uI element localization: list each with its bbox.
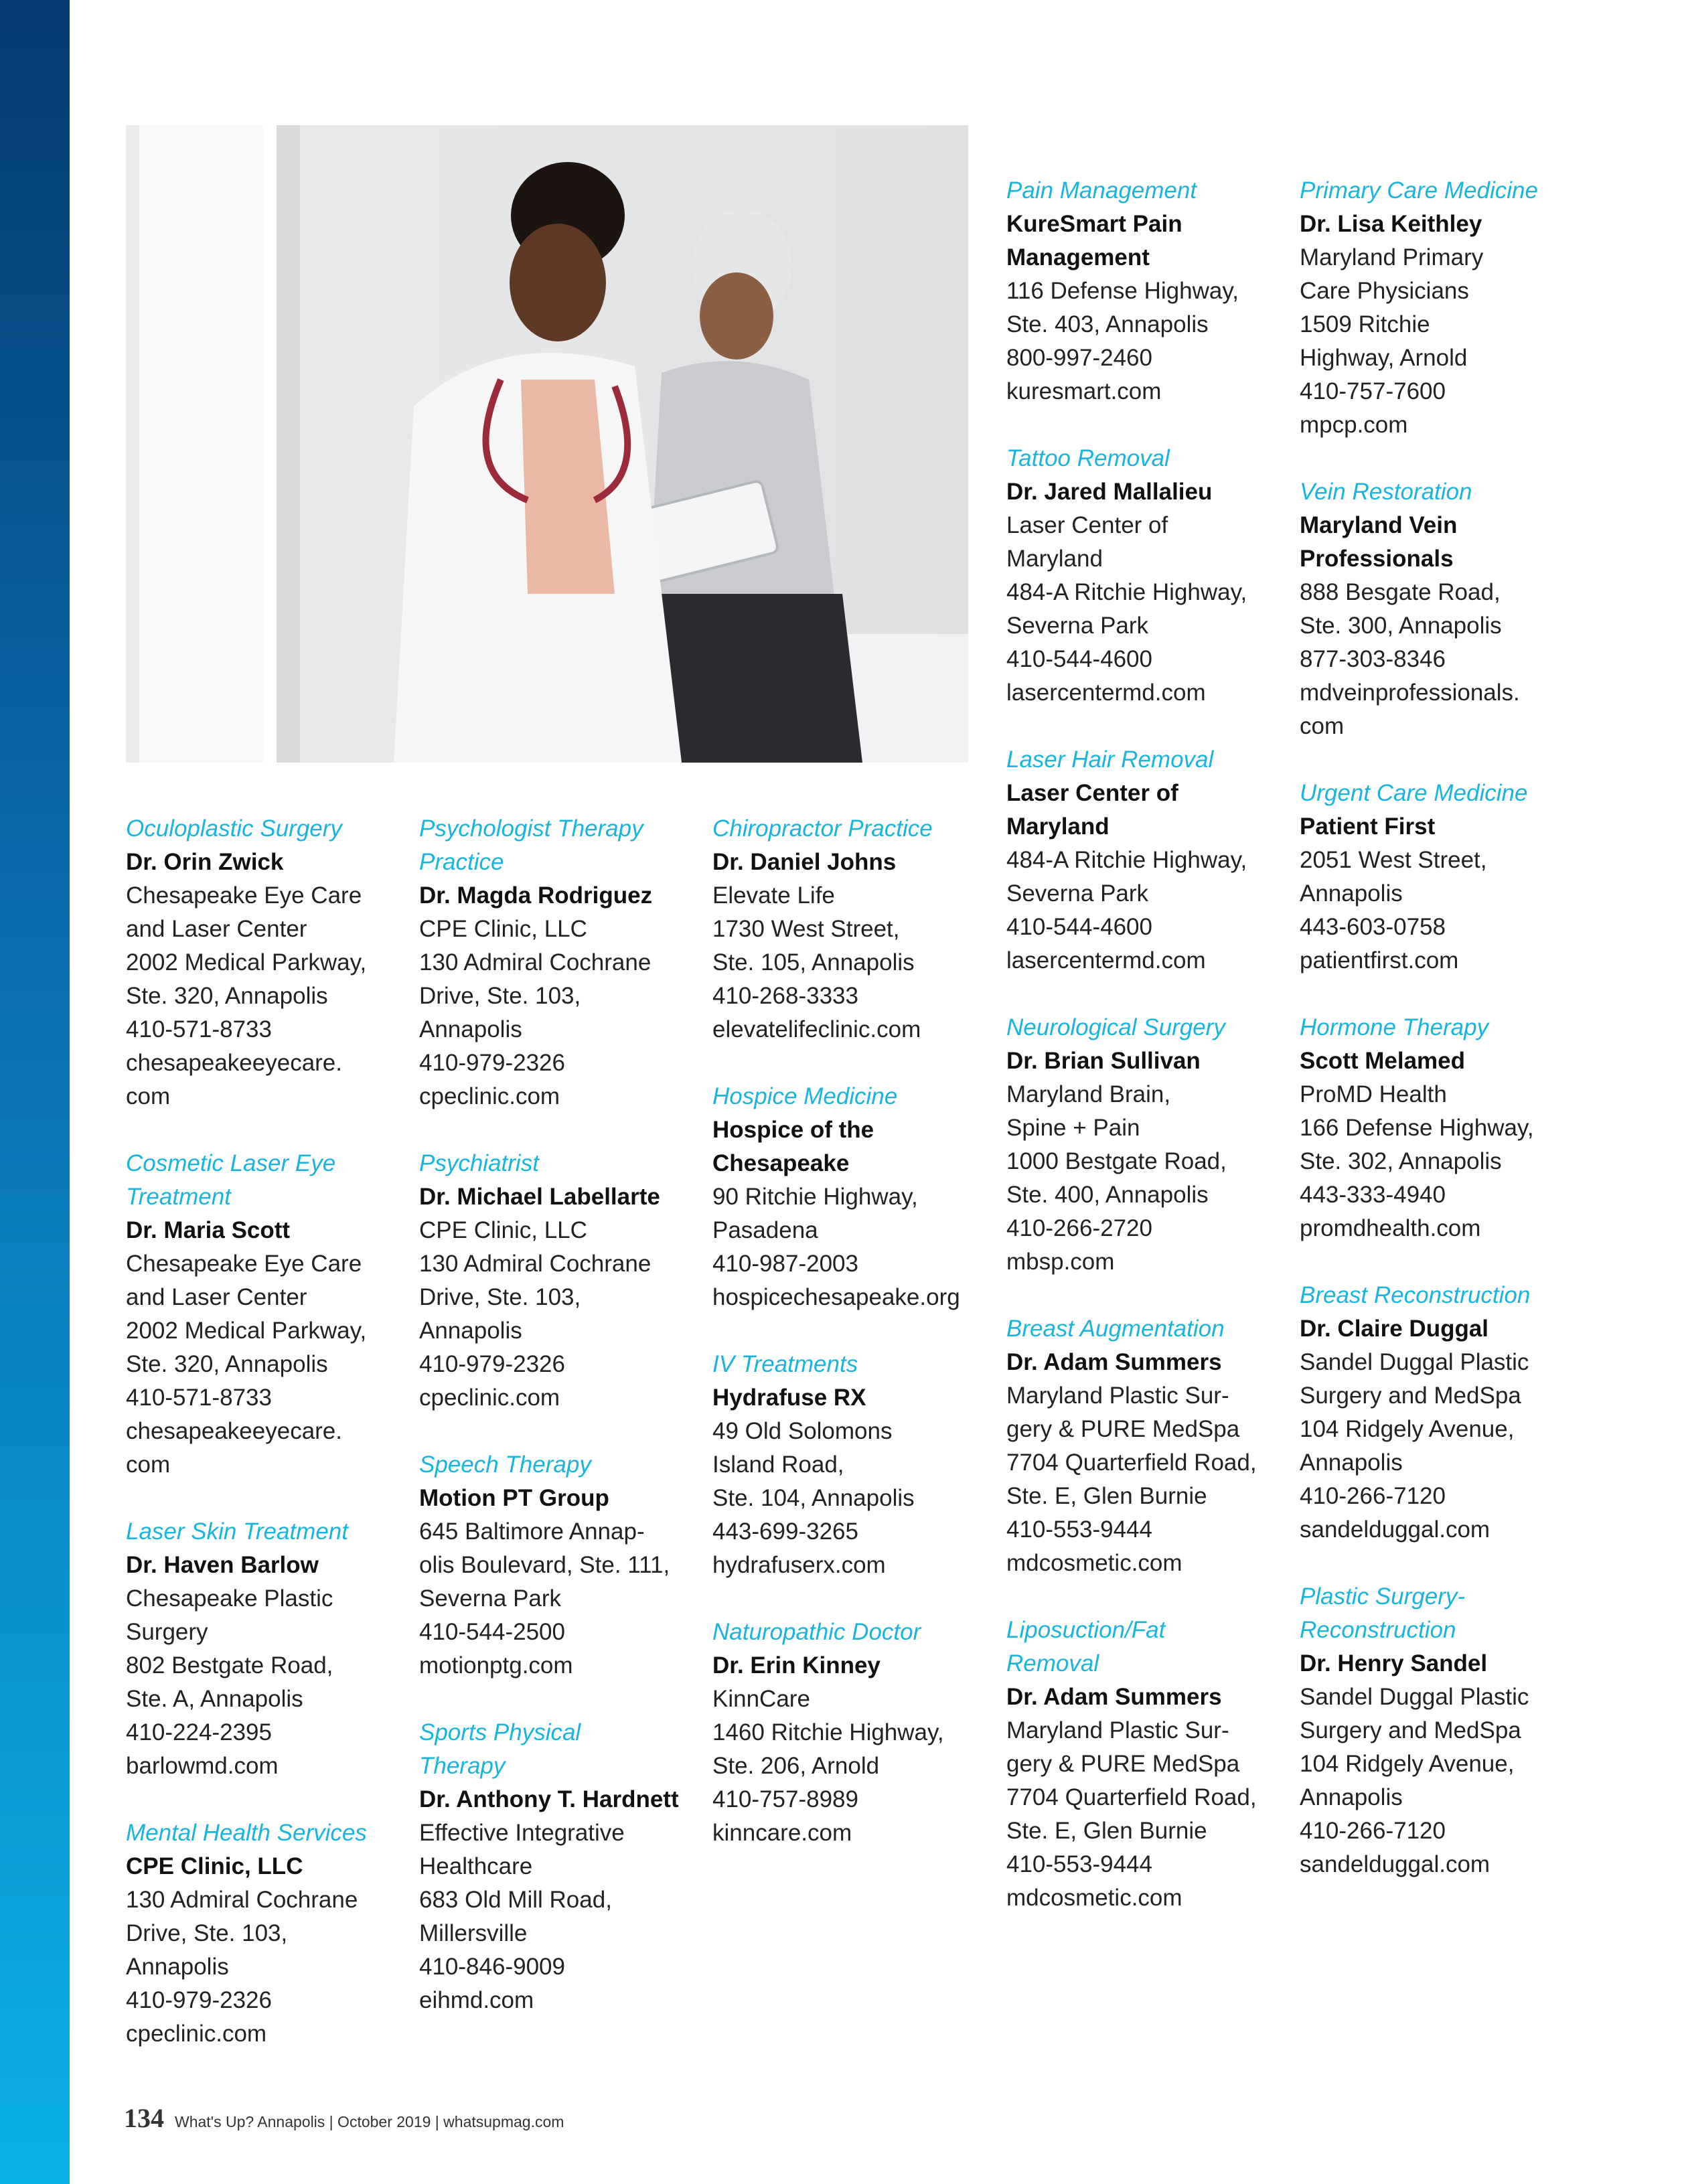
- detail-line: 410-544-4600: [1006, 914, 1152, 940]
- detail-line: mdcosmetic.com: [1006, 1550, 1182, 1576]
- detail-line: CPE Clinic, LLC: [419, 1217, 587, 1243]
- listing-entry: [1006, 1312, 1281, 1580]
- provider-name: Maryland: [1006, 813, 1110, 840]
- detail-line: Ste. 400, Annapolis: [1006, 1182, 1209, 1208]
- provider-name: Laser Center of: [1006, 780, 1178, 806]
- detail-line: Ste. 104, Annapolis: [712, 1485, 915, 1511]
- provider-name: Dr. Claire Duggal: [1300, 1316, 1489, 1342]
- detail-line: 7704 Quarterfield Road,: [1006, 1450, 1257, 1476]
- provider-name: Hydrafuse RX: [712, 1385, 866, 1411]
- listing-column-1: [126, 812, 400, 2084]
- detail-line: 443-333-4940: [1300, 1182, 1446, 1208]
- detail-line: 410-266-7120: [1300, 1818, 1446, 1844]
- detail-line: Laser Center of: [1006, 512, 1168, 538]
- detail-line: olis Boulevard, Ste. 111,: [419, 1552, 670, 1578]
- detail-line: Millersville: [419, 1920, 528, 1946]
- detail-line: hydrafuserx.com: [712, 1552, 886, 1578]
- detail-line: 410-987-2003: [712, 1251, 858, 1277]
- detail-line: 410-571-8733: [126, 1385, 272, 1411]
- listing-entry: [126, 1515, 400, 1783]
- provider-name: Motion PT Group: [419, 1485, 609, 1511]
- provider-name: Scott Melamed: [1300, 1048, 1465, 1074]
- detail-line: and Laser Center: [126, 1284, 307, 1310]
- detail-line: Maryland Plastic Sur-: [1006, 1383, 1229, 1409]
- detail-line: Annapolis: [1300, 1784, 1403, 1810]
- listing-entry: [712, 1080, 987, 1314]
- detail-line: 443-603-0758: [1300, 914, 1446, 940]
- provider-name: Dr. Brian Sullivan: [1006, 1048, 1201, 1074]
- detail-line: kinncare.com: [712, 1820, 852, 1846]
- detail-line: 410-757-8989: [712, 1786, 858, 1812]
- provider-name: Dr. Henry Sandel: [1300, 1650, 1488, 1676]
- detail-line: 130 Admiral Cochrane: [419, 1251, 652, 1277]
- detail-line: 443-699-3265: [712, 1518, 858, 1545]
- provider-name: Maryland Vein: [1300, 512, 1458, 538]
- listing-column-2: [419, 812, 694, 2051]
- detail-line: chesapeakeeyecare.: [126, 1050, 342, 1076]
- detail-line: com: [1300, 713, 1345, 739]
- listing-entry: [1006, 442, 1281, 710]
- provider-name: Dr. Jared Mallalieu: [1006, 479, 1213, 505]
- detail-line: chesapeakeeyecare.: [126, 1418, 342, 1444]
- detail-line: 683 Old Mill Road,: [419, 1887, 612, 1913]
- listing-entry: [419, 1147, 694, 1415]
- listing-entry: [1006, 1011, 1281, 1279]
- detail-line: 410-979-2326: [419, 1351, 565, 1377]
- listing-entry: [712, 812, 987, 1046]
- footer-text: What's Up? Annapolis | October 2019 | whatsupmag.com: [175, 2113, 564, 2130]
- detail-line: 1509 Ritchie: [1300, 311, 1430, 337]
- detail-line: KinnCare: [712, 1686, 810, 1712]
- provider-name: Dr. Adam Summers: [1006, 1349, 1222, 1375]
- listing-entry: [1006, 1614, 1281, 1915]
- provider-name: Professionals: [1300, 546, 1454, 572]
- provider-name: Dr. Erin Kinney: [712, 1652, 881, 1679]
- detail-line: Sandel Duggal Plastic: [1300, 1684, 1529, 1710]
- listing-entry: [1006, 743, 1281, 978]
- category-label: Chiropractor Practice: [712, 815, 933, 842]
- detail-line: motionptg.com: [419, 1652, 573, 1679]
- detail-line: 410-553-9444: [1006, 1851, 1152, 1877]
- detail-line: Annapolis: [126, 1954, 229, 1980]
- category-label: Speech Therapy: [419, 1452, 591, 1478]
- detail-line: 410-979-2326: [419, 1050, 565, 1076]
- detail-line: Sandel Duggal Plastic: [1300, 1349, 1529, 1375]
- detail-line: 1460 Ritchie Highway,: [712, 1719, 944, 1745]
- detail-line: mpcp.com: [1300, 412, 1408, 438]
- detail-line: mbsp.com: [1006, 1249, 1115, 1275]
- provider-name: Dr. Magda Rodriguez: [419, 882, 653, 909]
- detail-line: Annapolis: [1300, 1450, 1403, 1476]
- listing-entry: [1300, 1279, 1574, 1547]
- category-label: Hospice Medicine: [712, 1083, 898, 1109]
- detail-line: Ste. 403, Annapolis: [1006, 311, 1209, 337]
- provider-name: Hospice of the: [712, 1117, 874, 1143]
- detail-line: cpeclinic.com: [419, 1385, 560, 1411]
- listing-entry: [419, 1716, 694, 2017]
- detail-line: Ste. A, Annapolis: [126, 1686, 303, 1712]
- detail-line: 800-997-2460: [1006, 345, 1152, 371]
- category-label: Neurological Surgery: [1006, 1014, 1225, 1040]
- provider-name: Dr. Daniel Johns: [712, 849, 897, 875]
- category-label: Plastic Surgery-: [1300, 1583, 1466, 1610]
- detail-line: sandelduggal.com: [1300, 1516, 1490, 1543]
- detail-line: kuresmart.com: [1006, 378, 1162, 404]
- detail-line: patientfirst.com: [1300, 947, 1459, 973]
- category-label: Therapy: [419, 1753, 506, 1779]
- detail-line: barlowmd.com: [126, 1753, 279, 1779]
- detail-line: 166 Defense Highway,: [1300, 1115, 1534, 1141]
- detail-line: cpeclinic.com: [126, 2021, 267, 2047]
- listing-entry: [126, 1816, 400, 2051]
- detail-line: Surgery and MedSpa: [1300, 1383, 1521, 1409]
- listing-entry: [1300, 1580, 1574, 1881]
- detail-line: 410-553-9444: [1006, 1516, 1152, 1543]
- provider-name: KureSmart Pain: [1006, 211, 1182, 237]
- detail-line: Ste. 320, Annapolis: [126, 983, 328, 1009]
- detail-line: 2051 West Street,: [1300, 847, 1487, 873]
- category-label: Tattoo Removal: [1006, 445, 1170, 471]
- detail-line: 410-846-9009: [419, 1954, 565, 1980]
- detail-line: Maryland Plastic Sur-: [1006, 1717, 1229, 1743]
- detail-line: 130 Admiral Cochrane: [126, 1887, 358, 1913]
- category-label: Laser Hair Removal: [1006, 747, 1214, 773]
- provider-name: Management: [1006, 244, 1150, 270]
- detail-line: 2002 Medical Parkway,: [126, 949, 367, 976]
- detail-line: Chesapeake Plastic: [126, 1585, 333, 1612]
- doctor-patient-photo: [126, 125, 968, 763]
- detail-line: Drive, Ste. 103,: [419, 983, 581, 1009]
- detail-line: Surgery and MedSpa: [1300, 1717, 1521, 1743]
- listing-entry: [1300, 777, 1574, 978]
- detail-line: Island Road,: [712, 1452, 844, 1478]
- provider-name: Dr. Anthony T. Hardnett: [419, 1786, 679, 1812]
- detail-line: 410-979-2326: [126, 1987, 272, 2013]
- listing-entry: [1300, 174, 1574, 442]
- listing-entry: [419, 812, 694, 1113]
- detail-line: Annapolis: [419, 1318, 522, 1344]
- detail-line: 410-757-7600: [1300, 378, 1446, 404]
- detail-line: Healthcare: [419, 1853, 533, 1879]
- detail-line: com: [126, 1083, 171, 1109]
- provider-name: CPE Clinic, LLC: [126, 1853, 303, 1879]
- detail-line: Ste. 302, Annapolis: [1300, 1148, 1502, 1174]
- detail-line: Drive, Ste. 103,: [419, 1284, 581, 1310]
- provider-name: Dr. Haven Barlow: [126, 1552, 319, 1578]
- category-label: Laser Skin Treatment: [126, 1518, 348, 1545]
- category-label: Mental Health Services: [126, 1820, 367, 1846]
- category-label: Psychiatrist: [419, 1150, 539, 1176]
- category-label: Sports Physical: [419, 1719, 581, 1745]
- detail-line: Ste. 320, Annapolis: [126, 1351, 328, 1377]
- listing-column-3: [712, 812, 987, 1883]
- detail-line: Ste. E, Glen Burnie: [1006, 1818, 1207, 1844]
- detail-line: Drive, Ste. 103,: [126, 1920, 288, 1946]
- detail-line: 888 Besgate Road,: [1300, 579, 1501, 605]
- detail-line: 484-A Ritchie Highway,: [1006, 579, 1247, 605]
- detail-line: 410-268-3333: [712, 983, 858, 1009]
- listing-entry: [419, 1448, 694, 1683]
- listing-entry: [1300, 1011, 1574, 1245]
- detail-line: 116 Defense Highway,: [1006, 278, 1239, 304]
- detail-line: Ste. E, Glen Burnie: [1006, 1483, 1207, 1509]
- detail-line: eihmd.com: [419, 1987, 534, 2013]
- category-label: Breast Reconstruction: [1300, 1282, 1531, 1308]
- detail-line: 104 Ridgely Avenue,: [1300, 1416, 1515, 1442]
- detail-line: 104 Ridgely Avenue,: [1300, 1751, 1515, 1777]
- listing-entry: [1006, 174, 1281, 408]
- category-label: Hormone Therapy: [1300, 1014, 1489, 1040]
- detail-line: Chesapeake Eye Care: [126, 1251, 362, 1277]
- detail-line: sandelduggal.com: [1300, 1851, 1490, 1877]
- detail-line: lasercentermd.com: [1006, 947, 1206, 973]
- detail-line: Elevate Life: [712, 882, 835, 909]
- detail-line: Surgery: [126, 1619, 208, 1645]
- category-label: Cosmetic Laser Eye: [126, 1150, 336, 1176]
- category-label: Liposuction/Fat: [1006, 1617, 1166, 1643]
- detail-line: 484-A Ritchie Highway,: [1006, 847, 1247, 873]
- category-label: Pain Management: [1006, 177, 1197, 204]
- detail-line: 2002 Medical Parkway,: [126, 1318, 367, 1344]
- detail-line: gery & PURE MedSpa: [1006, 1416, 1240, 1442]
- provider-name: Dr. Michael Labellarte: [419, 1184, 660, 1210]
- detail-line: Annapolis: [1300, 880, 1403, 907]
- detail-line: Severna Park: [419, 1585, 562, 1612]
- listing-entry: [1300, 475, 1574, 743]
- detail-line: cpeclinic.com: [419, 1083, 560, 1109]
- detail-line: Annapolis: [419, 1016, 522, 1042]
- detail-line: Ste. 105, Annapolis: [712, 949, 915, 976]
- side-color-bar: [0, 0, 70, 2184]
- page-footer: [124, 2102, 564, 2136]
- detail-line: mdcosmetic.com: [1006, 1885, 1182, 1911]
- detail-line: Effective Integrative: [419, 1820, 625, 1846]
- detail-line: 49 Old Solomons: [712, 1418, 893, 1444]
- detail-line: 90 Ritchie Highway,: [712, 1184, 918, 1210]
- category-label: Treatment: [126, 1184, 231, 1210]
- provider-name: Patient First: [1300, 813, 1436, 840]
- detail-line: 410-544-2500: [419, 1619, 565, 1645]
- detail-line: ProMD Health: [1300, 1081, 1447, 1107]
- page-number: 134: [124, 2103, 164, 2133]
- detail-line: 410-266-7120: [1300, 1483, 1446, 1509]
- listing-column-5: [1300, 174, 1574, 1915]
- detail-line: Care Physicians: [1300, 278, 1469, 304]
- category-label: IV Treatments: [712, 1351, 858, 1377]
- listing-entry: [126, 1147, 400, 1482]
- detail-line: 877-303-8346: [1300, 646, 1446, 672]
- detail-line: Severna Park: [1006, 613, 1149, 639]
- category-label: Urgent Care Medicine: [1300, 780, 1528, 806]
- listing-entry: [712, 1348, 987, 1582]
- listing-column-4: [1006, 174, 1281, 1948]
- detail-line: promdhealth.com: [1300, 1215, 1481, 1241]
- category-label: Reconstruction: [1300, 1617, 1456, 1643]
- detail-line: 410-266-2720: [1006, 1215, 1152, 1241]
- detail-line: Spine + Pain: [1006, 1115, 1140, 1141]
- detail-line: CPE Clinic, LLC: [419, 916, 587, 942]
- detail-line: 130 Admiral Cochrane: [419, 949, 652, 976]
- detail-line: 410-544-4600: [1006, 646, 1152, 672]
- detail-line: Severna Park: [1006, 880, 1149, 907]
- category-label: Psychologist Therapy: [419, 815, 643, 842]
- category-label: Breast Augmentation: [1006, 1316, 1225, 1342]
- provider-name: Chesapeake: [712, 1150, 850, 1176]
- detail-line: 410-224-2395: [126, 1719, 272, 1745]
- category-label: Primary Care Medicine: [1300, 177, 1538, 204]
- detail-line: Maryland Brain,: [1006, 1081, 1171, 1107]
- listing-entry: [126, 812, 400, 1113]
- detail-line: Maryland Primary: [1300, 244, 1484, 270]
- detail-line: Maryland: [1006, 546, 1103, 572]
- category-label: Naturopathic Doctor: [712, 1619, 921, 1645]
- detail-line: hospicechesapeake.org: [712, 1284, 960, 1310]
- detail-line: Ste. 300, Annapolis: [1300, 613, 1502, 639]
- provider-name: Dr. Lisa Keithley: [1300, 211, 1482, 237]
- provider-name: Dr. Maria Scott: [126, 1217, 291, 1243]
- detail-line: 645 Baltimore Annap-: [419, 1518, 645, 1545]
- detail-line: and Laser Center: [126, 916, 307, 942]
- detail-line: elevatelifeclinic.com: [712, 1016, 921, 1042]
- listing-entry: [712, 1616, 987, 1850]
- detail-line: Ste. 206, Arnold: [712, 1753, 880, 1779]
- provider-name: Dr. Orin Zwick: [126, 849, 284, 875]
- category-label: Removal: [1006, 1650, 1099, 1676]
- category-label: Vein Restoration: [1300, 479, 1472, 505]
- detail-line: 1000 Bestgate Road,: [1006, 1148, 1227, 1174]
- detail-line: gery & PURE MedSpa: [1006, 1751, 1240, 1777]
- category-label: Oculoplastic Surgery: [126, 815, 342, 842]
- category-label: Practice: [419, 849, 504, 875]
- detail-line: mdveinprofessionals.: [1300, 680, 1520, 706]
- detail-line: Pasadena: [712, 1217, 818, 1243]
- detail-line: 7704 Quarterfield Road,: [1006, 1784, 1257, 1810]
- detail-line: 1730 West Street,: [712, 916, 900, 942]
- provider-name: Dr. Adam Summers: [1006, 1684, 1222, 1710]
- detail-line: com: [126, 1452, 171, 1478]
- detail-line: 802 Bestgate Road,: [126, 1652, 333, 1679]
- detail-line: Highway, Arnold: [1300, 345, 1468, 371]
- detail-line: 410-571-8733: [126, 1016, 272, 1042]
- detail-line: lasercentermd.com: [1006, 680, 1206, 706]
- detail-line: Chesapeake Eye Care: [126, 882, 362, 909]
